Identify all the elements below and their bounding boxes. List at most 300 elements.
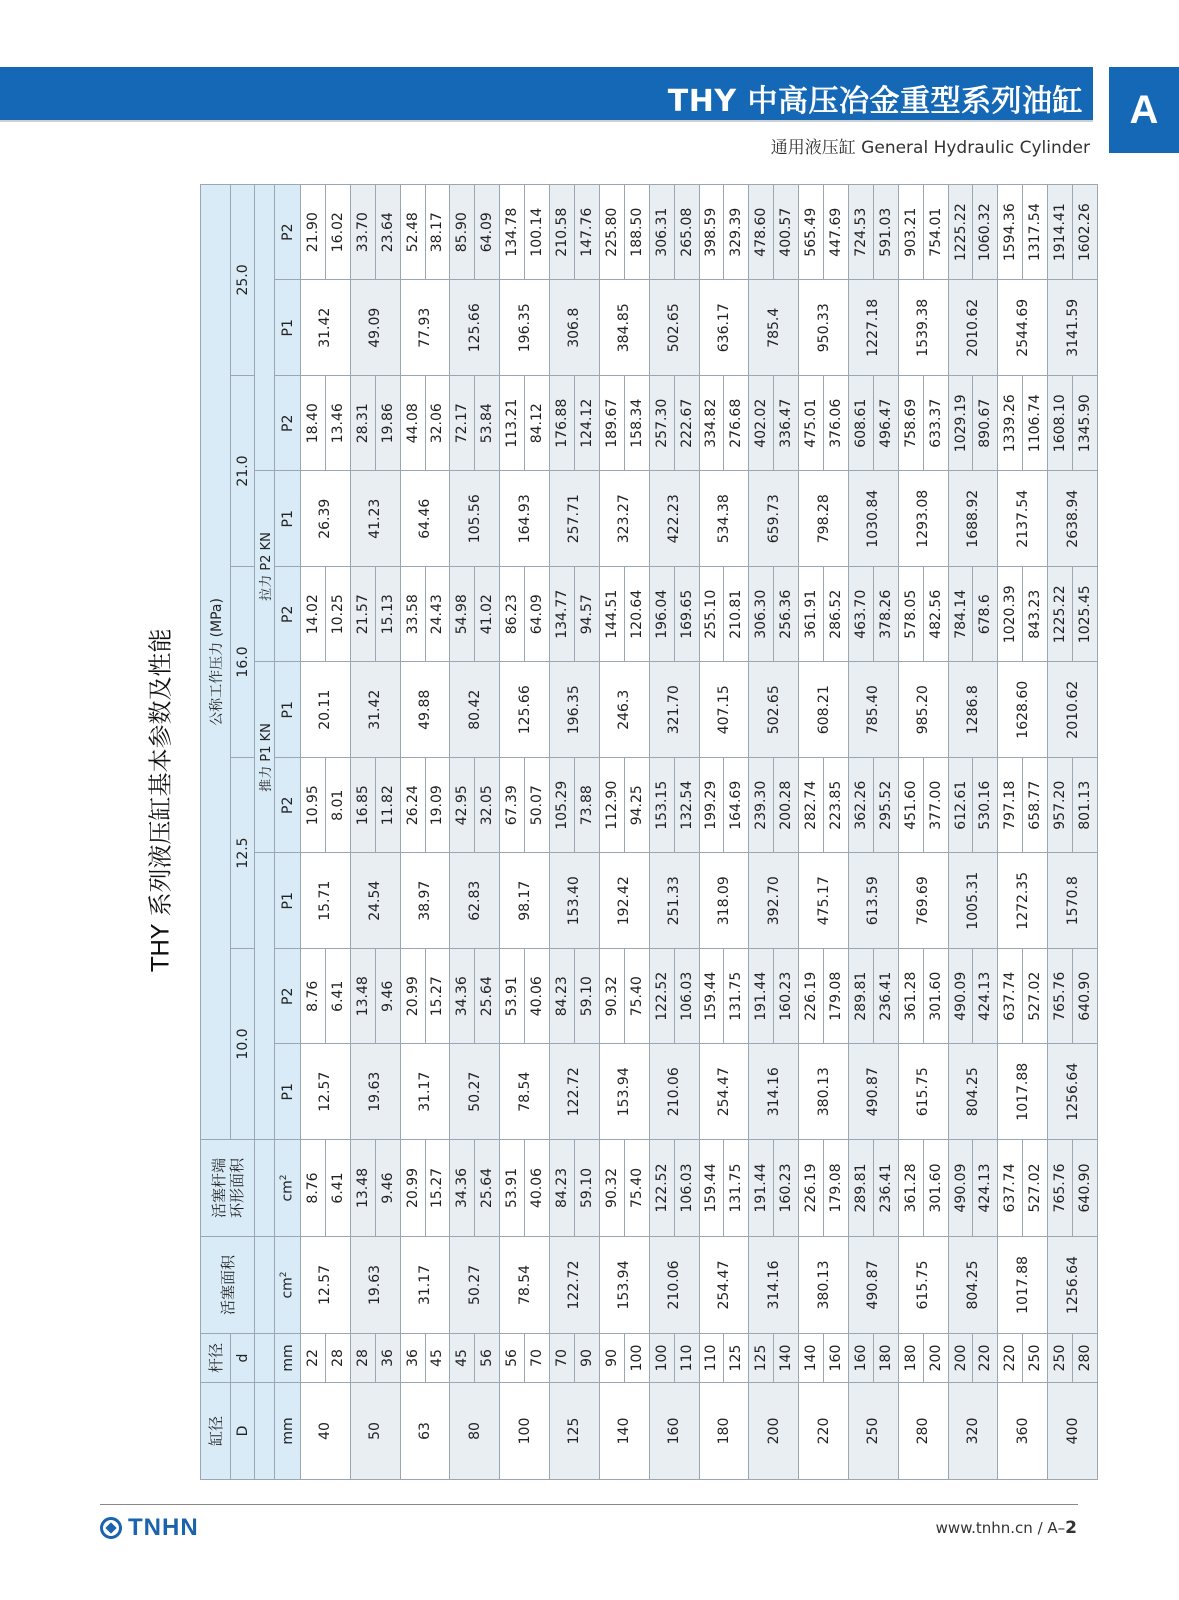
pull-force-cell: 724.53 (848, 184, 873, 280)
rod-cell: 280 (1073, 1334, 1098, 1383)
pull-force-cell: 73.88 (574, 758, 599, 854)
rod-cell: 140 (799, 1334, 824, 1383)
rod-cell: 160 (848, 1334, 873, 1383)
table-body (301, 184, 1098, 1479)
table-row (749, 184, 774, 1479)
pull-force-cell: 94.25 (624, 758, 649, 854)
pull-force-cell: 633.37 (923, 376, 948, 472)
logo-text: TNHN (128, 1514, 199, 1541)
pull-force-cell: 361.91 (799, 567, 824, 663)
pull-force-cell: 28.31 (350, 376, 375, 472)
push-force-cell: 50.27 (450, 1044, 500, 1140)
push-force-cell: 1227.18 (848, 280, 898, 376)
pull-force-cell: 236.41 (873, 949, 898, 1045)
annulus-area-cell: 289.81 (848, 1140, 873, 1237)
pull-force-cell: 890.67 (973, 376, 998, 472)
annulus-area-cell: 13.48 (350, 1140, 375, 1237)
rod-cell: 45 (450, 1334, 475, 1383)
annulus-area-cell: 34.36 (450, 1140, 475, 1237)
push-force-cell: 1286.8 (948, 662, 998, 758)
table-row (599, 184, 624, 1479)
p1-column-header: P1 (275, 1044, 301, 1140)
p1-column-header: P1 (275, 471, 301, 567)
spec-table-rotated (200, 185, 1098, 1480)
pull-force-cell: 25.64 (475, 949, 500, 1045)
pull-force-cell: 86.23 (500, 567, 525, 663)
push-force-cell: 1256.64 (1048, 1044, 1098, 1140)
push-force-cell: 2010.62 (948, 280, 998, 376)
table-row (550, 184, 575, 1479)
push-force-cell: 318.09 (699, 853, 749, 949)
annulus-area-cell: 191.44 (749, 1140, 774, 1237)
push-force-cell: 192.42 (599, 853, 649, 949)
pull-force-cell: 225.80 (599, 184, 624, 280)
push-force-cell: 49.09 (350, 280, 400, 376)
push-force-cell: 2137.54 (998, 471, 1048, 567)
piston-area-cell: 19.63 (350, 1237, 400, 1334)
pull-force-cell: 282.74 (799, 758, 824, 854)
pull-force-cell: 402.02 (749, 376, 774, 472)
pressure-header: 16.0 (231, 567, 255, 758)
push-force-cell: 769.69 (898, 853, 948, 949)
pull-force-cell: 18.40 (301, 376, 326, 472)
push-force-cell: 20.11 (301, 662, 351, 758)
push-force-cell: 384.85 (599, 280, 649, 376)
pull-force-cell: 32.06 (425, 376, 450, 472)
pull-force-cell: 1225.22 (1048, 567, 1073, 663)
rod-cell: 70 (550, 1334, 575, 1383)
pull-force-cell: 21.57 (350, 567, 375, 663)
rod-cell: 125 (724, 1334, 749, 1383)
pull-force-cell: 23.64 (375, 184, 400, 280)
pull-force-cell: 1029.19 (948, 376, 973, 472)
table-row (450, 184, 475, 1479)
spec-table (200, 184, 1098, 1480)
pull-force-label: 拉力 P2 KN (255, 471, 275, 662)
push-force-cell: 2638.94 (1048, 471, 1098, 567)
push-force-cell: 1539.38 (898, 280, 948, 376)
table-row (848, 184, 873, 1479)
annulus-area-cell: 640.90 (1073, 1140, 1098, 1237)
pressure-header: 10.0 (231, 949, 255, 1140)
pull-force-cell: 223.85 (824, 758, 849, 854)
pull-force-cell: 478.60 (749, 184, 774, 280)
rod-cell: 90 (574, 1334, 599, 1383)
bore-cell: 140 (599, 1383, 649, 1480)
pull-force-cell: 301.60 (923, 949, 948, 1045)
annulus-area-cell: 527.02 (1023, 1140, 1048, 1237)
bore-cell: 100 (500, 1383, 550, 1480)
pull-force-cell: 527.02 (1023, 949, 1048, 1045)
pull-force-cell: 608.61 (848, 376, 873, 472)
push-force-cell: 615.75 (898, 1044, 948, 1140)
bore-cell: 50 (350, 1383, 400, 1480)
annulus-area-cell: 160.23 (774, 1140, 799, 1237)
push-force-cell: 534.38 (699, 471, 749, 567)
push-force-cell: 950.33 (799, 280, 849, 376)
piston-area-cell: 1256.64 (1048, 1237, 1098, 1334)
push-force-cell: 502.65 (749, 662, 799, 758)
rod-unit: mm (275, 1334, 301, 1383)
rod-unit-spacer (255, 1334, 275, 1383)
piston-area-unit: $cm^2$ (275, 1237, 301, 1334)
piston-area-cell: 12.57 (301, 1237, 351, 1334)
bore-cell: 250 (848, 1383, 898, 1480)
annulus-area-header-line2: 环形面积 (227, 1158, 246, 1219)
pull-force-cell: 758.69 (898, 376, 923, 472)
annulus-area-header-line1: 活塞杆端 (209, 1158, 228, 1219)
pull-force-cell: 398.59 (699, 184, 724, 280)
section-tab: A (1109, 67, 1179, 153)
push-force-cell: 24.54 (350, 853, 400, 949)
piston-area-cell: 804.25 (948, 1237, 998, 1334)
pull-force-cell: 64.09 (525, 567, 550, 663)
piston-area-cell: 210.06 (649, 1237, 699, 1334)
bore-unit-spacer (255, 1383, 275, 1480)
pull-force-cell: 153.15 (649, 758, 674, 854)
pull-force-cell: 784.14 (948, 567, 973, 663)
pull-force-cell: 797.18 (998, 758, 1023, 854)
pull-force-cell: 295.52 (873, 758, 898, 854)
annulus-area-cell: 53.91 (500, 1140, 525, 1237)
pull-force-cell: 678.6 (973, 567, 998, 663)
push-force-label: 推力 P1 KN (255, 662, 275, 853)
piston-area-unit-text: cm (279, 1277, 296, 1299)
push-force-cell: 1005.31 (948, 853, 998, 949)
pull-force-cell: 1225.22 (948, 184, 973, 280)
push-force-spacer (255, 853, 275, 1140)
push-force-cell: 125.66 (450, 280, 500, 376)
page-footer (936, 1518, 1077, 1538)
pull-force-cell: 637.74 (998, 949, 1023, 1045)
pull-force-cell: 306.31 (649, 184, 674, 280)
table-row (400, 184, 425, 1479)
push-force-cell: 80.42 (450, 662, 500, 758)
pull-force-cell: 8.01 (325, 758, 350, 854)
bore-cell: 220 (799, 1383, 849, 1480)
bore-cell: 400 (1048, 1383, 1098, 1480)
push-force-cell: 422.23 (649, 471, 699, 567)
pull-force-cell: 306.30 (749, 567, 774, 663)
bore-cell: 40 (301, 1383, 351, 1480)
pull-force-cell: 765.76 (1048, 949, 1073, 1045)
pull-force-cell: 754.01 (923, 184, 948, 280)
rod-cell: 110 (674, 1334, 699, 1383)
page-prefix: A (1047, 1519, 1058, 1537)
push-force-cell: 64.46 (400, 471, 450, 567)
p2-column-header: P2 (275, 949, 301, 1045)
push-force-cell: 105.56 (450, 471, 500, 567)
push-force-cell: 98.17 (500, 853, 550, 949)
table-row (301, 184, 326, 1479)
pull-force-cell: 463.70 (848, 567, 873, 663)
pull-force-cell: 75.40 (624, 949, 649, 1045)
pull-force-cell: 33.70 (350, 184, 375, 280)
pull-force-cell: 53.84 (475, 376, 500, 472)
push-force-cell: 314.16 (749, 1044, 799, 1140)
push-force-cell: 608.21 (799, 662, 849, 758)
rod-cell: 140 (774, 1334, 799, 1383)
pull-force-cell: 329.39 (724, 184, 749, 280)
p2-column-header: P2 (275, 184, 301, 280)
pull-force-cell: 38.17 (425, 184, 450, 280)
pull-force-cell: 52.48 (400, 184, 425, 280)
pull-force-cell: 424.13 (973, 949, 998, 1045)
pull-force-cell: 54.98 (450, 567, 475, 663)
pull-force-cell: 289.81 (848, 949, 873, 1045)
push-force-cell: 392.70 (749, 853, 799, 949)
annulus-area-cell: 106.03 (674, 1140, 699, 1237)
pressure-header: 25.0 (231, 184, 255, 375)
push-force-cell: 1272.35 (998, 853, 1048, 949)
pull-force-cell: 210.81 (724, 567, 749, 663)
push-force-cell: 254.47 (699, 1044, 749, 1140)
page-title: THY 中高压冶金重型系列油缸 (667, 84, 1083, 119)
pull-force-cell: 169.65 (674, 567, 699, 663)
pull-force-cell: 160.23 (774, 949, 799, 1045)
piston-area-cell: 380.13 (799, 1237, 849, 1334)
piston-area-cell: 153.94 (599, 1237, 649, 1334)
rod-cell: 56 (500, 1334, 525, 1383)
pull-force-cell: 1594.36 (998, 184, 1023, 280)
pull-force-cell: 957.20 (1048, 758, 1073, 854)
pull-force-cell: 222.67 (674, 376, 699, 472)
push-force-cell: 41.23 (350, 471, 400, 567)
push-force-cell: 122.72 (550, 1044, 600, 1140)
pull-force-cell: 19.86 (375, 376, 400, 472)
bore-cell: 80 (450, 1383, 500, 1480)
push-force-cell: 798.28 (799, 471, 849, 567)
pull-force-cell: 67.39 (500, 758, 525, 854)
bore-cell: 360 (998, 1383, 1048, 1480)
push-force-cell: 31.42 (350, 662, 400, 758)
annulus-area-cell: 84.23 (550, 1140, 575, 1237)
pull-force-cell: 44.08 (400, 376, 425, 472)
pull-force-cell: 16.02 (325, 184, 350, 280)
push-force-cell: 15.71 (301, 853, 351, 949)
pull-force-cell: 42.95 (450, 758, 475, 854)
annulus-area-cell: 179.08 (824, 1140, 849, 1237)
push-force-cell: 636.17 (699, 280, 749, 376)
pull-force-cell: 84.23 (550, 949, 575, 1045)
rod-cell: 56 (475, 1334, 500, 1383)
push-force-cell: 1688.92 (948, 471, 998, 567)
pull-force-cell: 11.82 (375, 758, 400, 854)
piston-area-cell: 122.72 (550, 1237, 600, 1334)
rod-cell: 36 (400, 1334, 425, 1383)
push-force-cell: 475.17 (799, 853, 849, 949)
pull-force-spacer (255, 184, 275, 471)
push-force-cell: 77.93 (400, 280, 450, 376)
pull-force-cell: 1317.54 (1023, 184, 1048, 280)
pull-force-cell: 565.49 (799, 184, 824, 280)
pull-force-cell: 164.69 (724, 758, 749, 854)
pull-force-cell: 72.17 (450, 376, 475, 472)
pull-force-cell: 122.52 (649, 949, 674, 1045)
pull-force-cell: 1608.10 (1048, 376, 1073, 472)
piston-area-cell: 78.54 (500, 1237, 550, 1334)
pull-force-cell: 112.90 (599, 758, 624, 854)
p1-column-header: P1 (275, 662, 301, 758)
pull-force-cell: 8.76 (301, 949, 326, 1045)
table-row (898, 184, 923, 1479)
pull-force-cell: 34.36 (450, 949, 475, 1045)
push-force-cell: 31.17 (400, 1044, 450, 1140)
rod-cell: 28 (325, 1334, 350, 1383)
pull-force-cell: 176.88 (550, 376, 575, 472)
pull-force-cell: 376.06 (824, 376, 849, 472)
annulus-area-cell: 361.28 (898, 1140, 923, 1237)
push-force-cell: 153.40 (550, 853, 600, 949)
push-force-cell: 1570.8 (1048, 853, 1098, 949)
rod-cell: 220 (973, 1334, 998, 1383)
pull-force-cell: 843.23 (1023, 567, 1048, 663)
annulus-area-header (201, 1140, 255, 1237)
rod-cell: 90 (599, 1334, 624, 1383)
push-force-cell: 3141.59 (1048, 280, 1098, 376)
pull-force-cell: 15.27 (425, 949, 450, 1045)
rod-cell: 28 (350, 1334, 375, 1383)
push-force-cell: 31.42 (301, 280, 351, 376)
pull-force-cell: 210.58 (550, 184, 575, 280)
push-force-cell: 306.8 (550, 280, 600, 376)
rod-cell: 180 (898, 1334, 923, 1383)
pull-force-cell: 158.34 (624, 376, 649, 472)
annulus-area-cell: 236.41 (873, 1140, 898, 1237)
piston-area-cell: 1017.88 (998, 1237, 1048, 1334)
push-force-cell: 490.87 (848, 1044, 898, 1140)
bore-cell: 320 (948, 1383, 998, 1480)
page-number: 2 (1065, 1518, 1077, 1538)
spec-table-frame (200, 185, 1098, 1480)
pull-force-cell: 144.51 (599, 567, 624, 663)
pull-force-cell: 226.19 (799, 949, 824, 1045)
table-title: THY 系列液压缸基本参数及性能 (146, 628, 175, 972)
pull-force-cell: 64.09 (475, 184, 500, 280)
piston-area-cell: 31.17 (400, 1237, 450, 1334)
pull-force-cell: 1339.26 (998, 376, 1023, 472)
push-force-cell: 1628.60 (998, 662, 1048, 758)
nominal-pressure-header: 公称工作压力 (MPa) (201, 184, 231, 1139)
bore-cell: 63 (400, 1383, 450, 1480)
header-divider (0, 120, 1093, 122)
table-row (1048, 184, 1073, 1479)
pull-force-cell: 159.44 (699, 949, 724, 1045)
pull-force-cell: 362.26 (848, 758, 873, 854)
push-force-cell: 2544.69 (998, 280, 1048, 376)
bore-cell: 125 (550, 1383, 600, 1480)
rod-cell: 250 (1023, 1334, 1048, 1383)
pull-force-cell: 15.13 (375, 567, 400, 663)
rod-cell: 250 (1048, 1334, 1073, 1383)
table-header (201, 184, 301, 1479)
rod-cell: 100 (649, 1334, 674, 1383)
pull-force-cell: 1060.32 (973, 184, 998, 280)
pull-force-cell: 400.57 (774, 184, 799, 280)
pull-force-cell: 903.21 (898, 184, 923, 280)
pressure-header: 12.5 (231, 758, 255, 949)
table-row (500, 184, 525, 1479)
annulus-area-unit-text: cm (279, 1180, 296, 1202)
pull-force-cell: 33.58 (400, 567, 425, 663)
rod-cell: 220 (998, 1334, 1023, 1383)
bore-cell: 200 (749, 1383, 799, 1480)
annulus-area-cell: 20.99 (400, 1140, 425, 1237)
table-row (699, 184, 724, 1479)
table-row (948, 184, 973, 1479)
footer-separator: / (1037, 1519, 1048, 1537)
pull-force-cell: 801.13 (1073, 758, 1098, 854)
push-force-cell: 251.33 (649, 853, 699, 949)
table-row (649, 184, 674, 1479)
rod-cell: 160 (824, 1334, 849, 1383)
pull-force-cell: 53.91 (500, 949, 525, 1045)
annulus-area-cell: 637.74 (998, 1140, 1023, 1237)
annulus-area-cell: 59.10 (574, 1140, 599, 1237)
pull-force-cell: 200.28 (774, 758, 799, 854)
pull-force-cell: 59.10 (574, 949, 599, 1045)
annulus-area-cell: 8.76 (301, 1140, 326, 1237)
pull-force-cell: 612.61 (948, 758, 973, 854)
pull-force-cell: 658.77 (1023, 758, 1048, 854)
push-force-cell: 407.15 (699, 662, 749, 758)
pull-force-cell: 239.30 (749, 758, 774, 854)
company-logo (100, 1515, 199, 1541)
piston-area-cell: 490.87 (848, 1237, 898, 1334)
rod-cell: 110 (699, 1334, 724, 1383)
header-band (0, 67, 1093, 120)
pull-force-cell: 120.64 (624, 567, 649, 663)
annulus-area-cell: 122.52 (649, 1140, 674, 1237)
pull-force-cell: 10.95 (301, 758, 326, 854)
pull-force-cell: 490.09 (948, 949, 973, 1045)
rod-cell: 125 (749, 1334, 774, 1383)
pull-force-cell: 100.14 (525, 184, 550, 280)
push-force-cell: 257.71 (550, 471, 600, 567)
pull-force-cell: 1106.74 (1023, 376, 1048, 472)
pull-force-cell: 377.00 (923, 758, 948, 854)
piston-area-spacer (255, 1237, 275, 1334)
annulus-area-cell: 25.64 (475, 1140, 500, 1237)
bore-cell: 280 (898, 1383, 948, 1480)
pull-force-cell: 26.24 (400, 758, 425, 854)
pull-force-cell: 131.75 (724, 949, 749, 1045)
pull-force-cell: 132.54 (674, 758, 699, 854)
p2-column-header: P2 (275, 758, 301, 854)
pull-force-cell: 14.02 (301, 567, 326, 663)
p2-column-header: P2 (275, 376, 301, 472)
pull-force-cell: 20.99 (400, 949, 425, 1045)
pull-force-cell: 41.02 (475, 567, 500, 663)
pull-force-cell: 530.16 (973, 758, 998, 854)
pull-force-cell: 196.04 (649, 567, 674, 663)
rod-cell: 200 (923, 1334, 948, 1383)
piston-area-cell: 50.27 (450, 1237, 500, 1334)
push-force-cell: 26.39 (301, 471, 351, 567)
push-force-cell: 2010.62 (1048, 662, 1098, 758)
rod-cell: 70 (525, 1334, 550, 1383)
pull-force-cell: 378.26 (873, 567, 898, 663)
pull-force-cell: 496.47 (873, 376, 898, 472)
pull-force-cell: 591.03 (873, 184, 898, 280)
pull-force-cell: 276.68 (724, 376, 749, 472)
pull-force-cell: 134.78 (500, 184, 525, 280)
push-force-cell: 164.93 (500, 471, 550, 567)
pull-force-cell: 6.41 (325, 949, 350, 1045)
pull-force-cell: 179.08 (824, 949, 849, 1045)
push-force-cell: 210.06 (649, 1044, 699, 1140)
pull-force-cell: 13.46 (325, 376, 350, 472)
